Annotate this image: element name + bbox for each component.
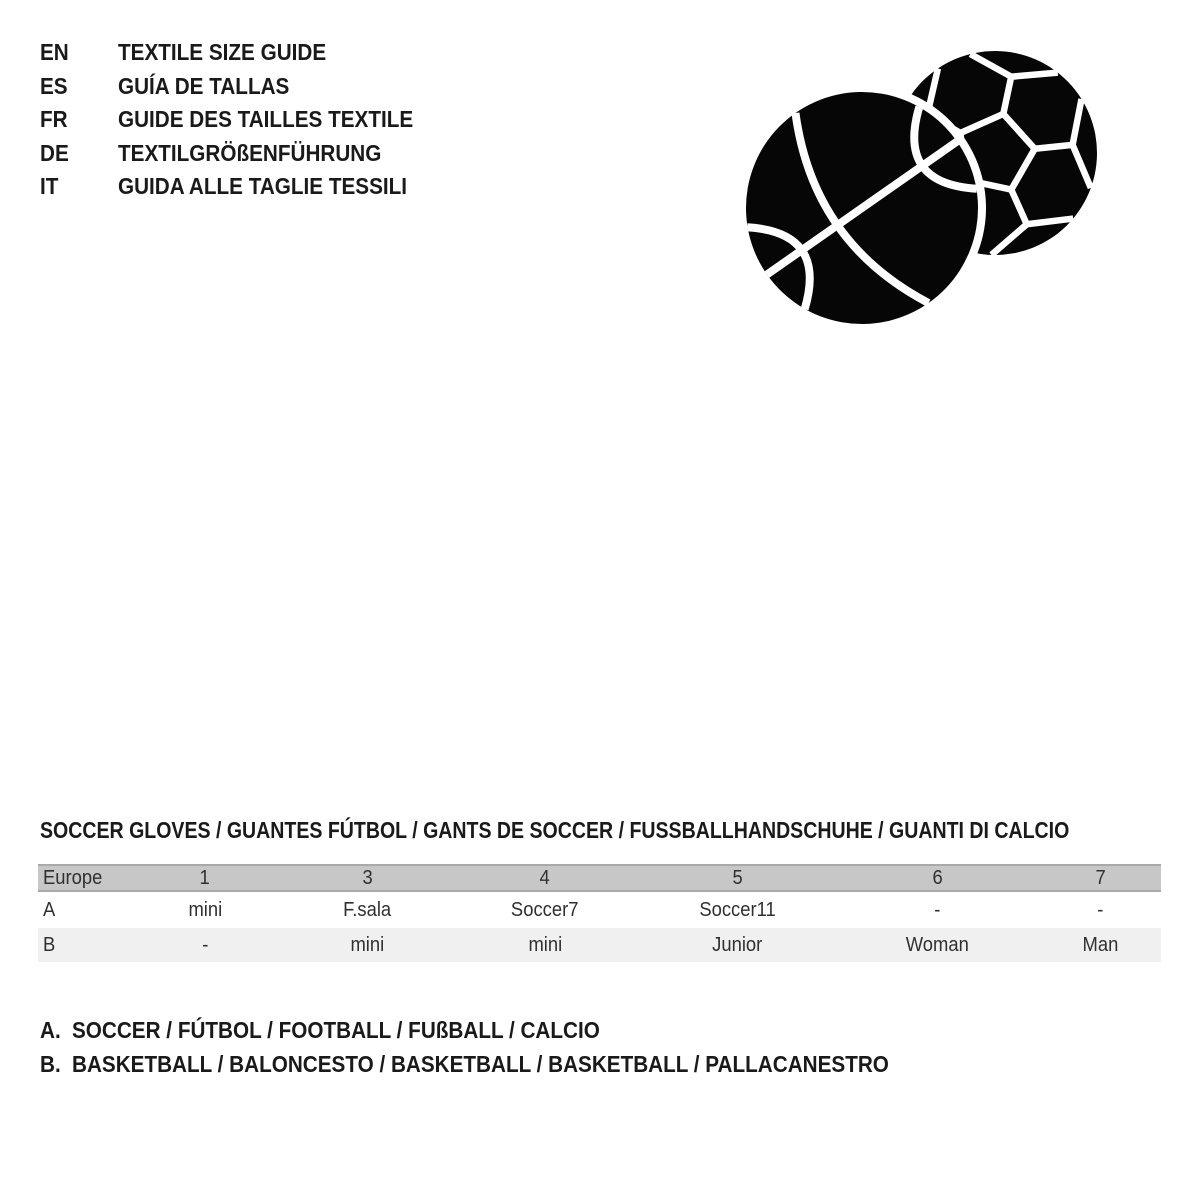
header-cell-size-5: 5 (640, 865, 835, 891)
table-row-b (38, 928, 1161, 962)
table-cell: Soccer11 (699, 898, 776, 921)
header-cell-europe: Europe (38, 865, 125, 891)
language-code: IT (40, 173, 59, 199)
language-title: TEXTILE SIZE GUIDE (118, 39, 327, 65)
header-cell-size-1: 1 (125, 865, 285, 891)
legend-text: BASKETBALL / BALONCESTO / BASKETBALL / BASKETBALL / PALLACANESTRO (72, 1051, 889, 1077)
table-cell: mini (188, 898, 222, 921)
table-cell: Soccer7 (511, 898, 579, 921)
size-table-title (40, 817, 1200, 843)
language-title: GUÍA DE TALLAS (118, 72, 290, 99)
table-cell: Woman (905, 933, 970, 956)
legend-prefix: B. (40, 1051, 61, 1077)
table-cell: - (201, 933, 209, 956)
size-table (38, 864, 1161, 962)
table-cell: Man (1082, 933, 1119, 956)
header-cell-size-3: 3 (285, 865, 450, 891)
table-cell: mini (350, 933, 385, 956)
table-row-a (38, 891, 1161, 928)
table-cell: F.sala (343, 898, 392, 921)
size-table-title-text: SOCCER GLOVES / GUANTES FÚTBOL / GANTS DE SOCCER / FUSSBALLHANDSCHUHE / GUANTI DI CALCIO (40, 817, 1070, 843)
header-cell-size-7: 7 (1040, 865, 1161, 891)
language-title: TEXTILGRÖßENFÜHRUNG (118, 139, 382, 166)
table-cell: - (1097, 898, 1104, 921)
table-header-row (38, 865, 1161, 891)
language-code: FR (40, 106, 68, 132)
table-cell: Junior (712, 933, 763, 956)
row-label: B (43, 933, 56, 956)
language-title: GUIDE DES TAILLES TEXTILE (118, 106, 414, 132)
language-title: GUIDA ALLE TAGLIE TESSILI (118, 173, 408, 199)
language-code: DE (40, 139, 69, 166)
row-label: A (43, 898, 56, 921)
header-cell-size-6: 6 (835, 865, 1040, 891)
language-code: ES (40, 72, 68, 99)
table-cell: - (934, 898, 941, 921)
balls-illustration (730, 38, 1110, 338)
legend-prefix: A. (40, 1017, 61, 1043)
table-cell: mini (528, 933, 562, 956)
legend-text: SOCCER / FÚTBOL / FOOTBALL / FUßBALL / CALCIO (72, 1017, 600, 1043)
language-code: EN (40, 39, 69, 65)
header-cell-size-4: 4 (450, 865, 640, 891)
